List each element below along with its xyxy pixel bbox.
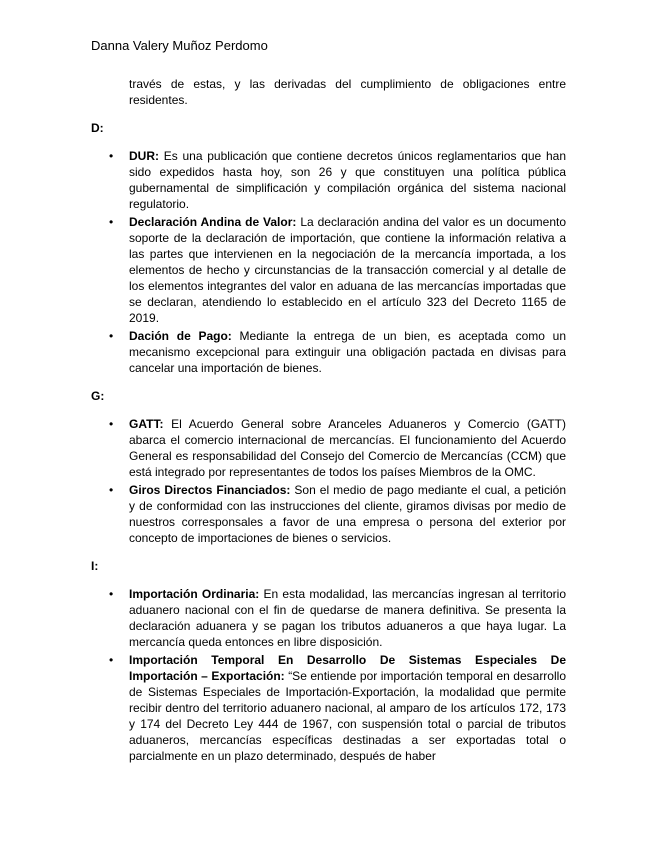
glossary-definition: En esta modalidad, las mercancías ingresan al territorio aduanero nacional con el fin de quedarse de manera definitiva. Se presenta la declaración aduanera y se pagan los tributos aduaneros a que haya lugar. La mercancía queda entonces en libre disposición. [129, 587, 566, 649]
section-d [91, 120, 566, 376]
glossary-term: Declaración Andina de Valor: [129, 215, 297, 229]
glossary-item [109, 416, 566, 480]
glossary-definition: La declaración andina del valor es un documento soporte de la declaración de importación, que contiene la información relativa a las partes que intervienen en la negociación de la mercancía importada, a los elementos de hecho y circunstancias de la transacción comercial y al detalle de los elementos integrantes del valor en aduana de las mercancías importadas que se declaran, atendiendo lo establecido en el artículo 323 del Decreto 1165 de 2019. [129, 215, 566, 325]
glossary-list [91, 148, 566, 376]
glossary-item [109, 652, 566, 764]
bullet-icon: • [109, 329, 114, 343]
bullet-icon: • [109, 483, 114, 497]
section-letter: G: [91, 389, 105, 403]
bullet-icon: • [109, 149, 114, 163]
glossary-item [109, 328, 566, 376]
glossary-term: Dación de Pago: [129, 329, 232, 343]
bullet-icon: • [109, 215, 114, 229]
section-letter: D: [91, 121, 104, 135]
glossary-term: Giros Directos Financiados: [129, 483, 291, 497]
author-header: Danna Valery Muñoz Perdomo [91, 38, 268, 53]
glossary-definition: Es una publicación que contiene decretos únicos reglamentarios que han sido expedidos hasta hoy, son 26 y que constituyen una política pública gubernamental de simplificación y compilación orgánica del sistema nacional regulatorio. [129, 149, 566, 211]
glossary-term: GATT: [129, 417, 164, 431]
continuation-paragraph: través de estas, y las derivadas del cumplimiento de obligaciones entre residentes. [129, 77, 566, 107]
section-i [91, 558, 566, 764]
glossary-definition: El Acuerdo General sobre Aranceles Aduaneros y Comercio (GATT) abarca el comercio internacional de mercancías. El funcionamiento del Acuerdo General es responsabilidad del Consejo del Comercio de Mercancías (CCM) que está integrado por representantes de todos los países Miembros de la OMC. [129, 417, 566, 479]
glossary-item [109, 482, 566, 546]
glossary-definition: Son el medio de pago mediante el cual, a petición y de conformidad con las instrucciones del cliente, giramos divisas por medio de nuestros corresponsales a favor de una empresa o persona del exterior por concepto de importaciones de bienes o servicios. [129, 483, 566, 545]
section-letter: I: [91, 559, 99, 573]
glossary-term: DUR: [129, 149, 159, 163]
glossary-item [109, 148, 566, 212]
glossary-list [91, 416, 566, 546]
bullet-icon: • [109, 587, 114, 601]
glossary-item [109, 586, 566, 650]
section-g [91, 388, 566, 546]
glossary-term: Importación Ordinaria: [129, 587, 260, 601]
bullet-icon: • [109, 653, 114, 667]
glossary-item [109, 214, 566, 326]
document-body [91, 76, 566, 766]
glossary-definition: Mediante la entrega de un bien, es aceptada como un mecanismo excepcional para extinguir una obligación pactada en divisas para cancelar una importación de bienes. [129, 329, 566, 375]
glossary-list [91, 586, 566, 764]
glossary-term: Importación Temporal En Desarrollo De Sistemas Especiales De Importación – Exportación: [129, 653, 566, 683]
bullet-icon: • [109, 417, 114, 431]
glossary-definition: “Se entiende por importación temporal en desarrollo de Sistemas Especiales de Importación-Exportación, la modalidad que permite recibir dentro del territorio aduanero nacional, al amparo de los artículos 172, 173 y 174 del Decreto Ley 444 de 1967, con suspensión total o parcial de tributos aduaneros, mercancías específicas destinadas a ser exportadas total o parcialmente en un plazo determinado, después de haber [129, 669, 566, 763]
